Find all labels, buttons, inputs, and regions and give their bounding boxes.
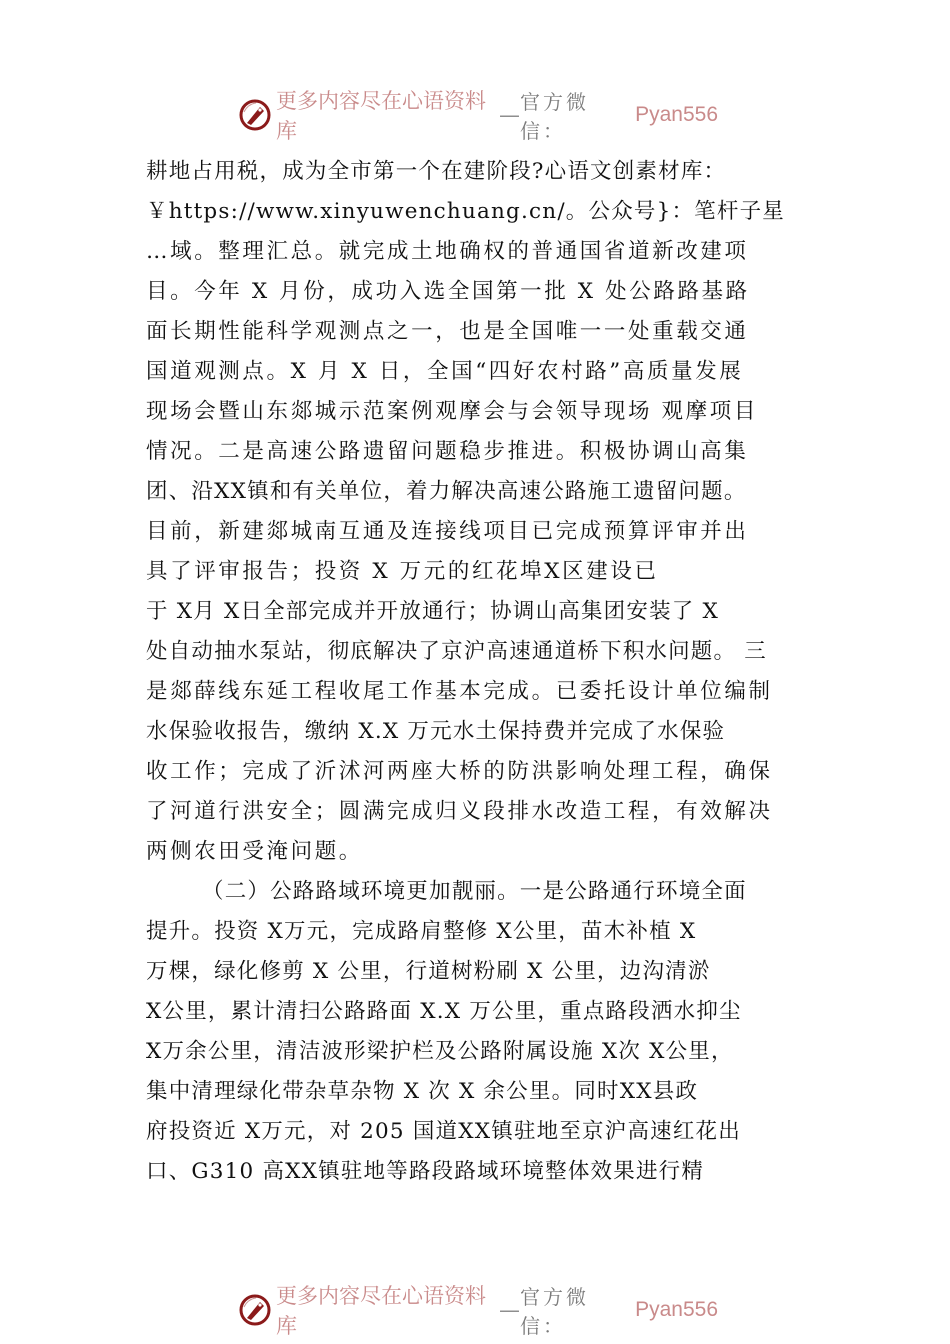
- text-line: 处自动抽水泵站，彻底解决了京沪高速通道桥下积水问题。 三: [146, 639, 767, 664]
- text-line: 耕地占用税，成为全市第一个在建阶段?心语文创素材库：: [146, 159, 727, 184]
- text-line: 了河道行洪安全；圆满完成归义段排水改造工程，有效解决: [146, 799, 773, 824]
- banner-dash: —: [499, 1298, 521, 1322]
- text-line: 现场会暨山东郯城示范案例观摩会与会领导现场 观摩项目: [146, 399, 758, 424]
- banner-dash: —: [499, 103, 521, 127]
- text-line: 两侧农田受淹问题。: [146, 839, 363, 864]
- footer-banner: [238, 1284, 718, 1338]
- text-line: 目。今年 X 月份，成功入选全国第一批 X 处公路路基路: [146, 279, 750, 304]
- text-line: 提升。投资 X万元，完成路肩整修 X公里，苗木补植 X: [146, 919, 697, 944]
- banner-wechat-label: 官方微信：: [520, 1285, 590, 1338]
- section-heading-line: （二）公路路域环境更加靓丽。一是公路通行环境全面: [202, 879, 747, 904]
- text-line: 口、G310 高XX镇驻地等路段路域环境整体效果进行精: [146, 1159, 705, 1184]
- text-line: X公里，累计清扫公路路面 X.X 万公里，重点路段洒水抑尘: [146, 999, 742, 1024]
- document-body: [146, 152, 826, 1192]
- text-line: 万棵，绿化修剪 X 公里，行道树粉刷 X 公里，边沟清淤: [146, 959, 711, 984]
- text-line: 国道观测点。X 月 X 日，全国“四好农村路”高质量发展: [146, 359, 744, 384]
- text-line: 于 X月 X日全部完成并开放通行；协调山高集团安装了 X: [146, 599, 720, 624]
- text-line: 情况。二是高速公路遗留问题稳步推进。积极协调山高集: [146, 439, 749, 464]
- text-line: 集中清理绿化带杂草杂物 X 次 X 余公里。同时XX县政: [146, 1079, 699, 1104]
- banner-wechat-id: Pyan556: [635, 1298, 718, 1321]
- banner-wechat-label: 官方微信：: [520, 90, 590, 143]
- pen-nib-logo-icon: [238, 98, 272, 132]
- text-line: …域。整理汇总。就完成土地确权的普通国省道新改建项: [146, 239, 749, 264]
- banner-main-text: 更多内容尽在心语资料库: [276, 1284, 486, 1338]
- text-line: 收工作；完成了沂沭河两座大桥的防洪影响处理工程，确保: [146, 759, 773, 784]
- text-line: 是郯薛线东延工程收尾工作基本完成。已委托设计单位编制: [146, 679, 773, 704]
- header-banner: [238, 89, 718, 143]
- text-line: 水保验收报告，缴纳 X.X 万元水土保持费并完成了水保验: [146, 719, 726, 744]
- text-line: 团、沿XX镇和有关单位，着力解决高速公路施工遗留问题。: [146, 479, 747, 504]
- text-line: 目前，新建郯城南互通及连接线项目已完成预算评审并出: [146, 519, 749, 544]
- text-line: 具了评审报告；投资 X 万元的红花埠X区建设已: [146, 559, 659, 584]
- banner-main-text: 更多内容尽在心语资料库: [276, 89, 486, 143]
- text-line: X万余公里，清洁波形梁护栏及公路附属设施 X次 X公里，: [146, 1039, 734, 1064]
- banner-wechat-id: Pyan556: [635, 103, 718, 126]
- text-line: ￥https://www.xinyuwenchuang.cn/。公众号}：笔杆子星: [146, 199, 785, 224]
- text-line: 府投资近 X万元，对 205 国道XX镇驻地至京沪高速红花出: [146, 1119, 741, 1144]
- text-line: 面长期性能科学观测点之一，也是全国唯一一处重载交通: [146, 319, 749, 344]
- pen-nib-logo-icon: [238, 1293, 272, 1327]
